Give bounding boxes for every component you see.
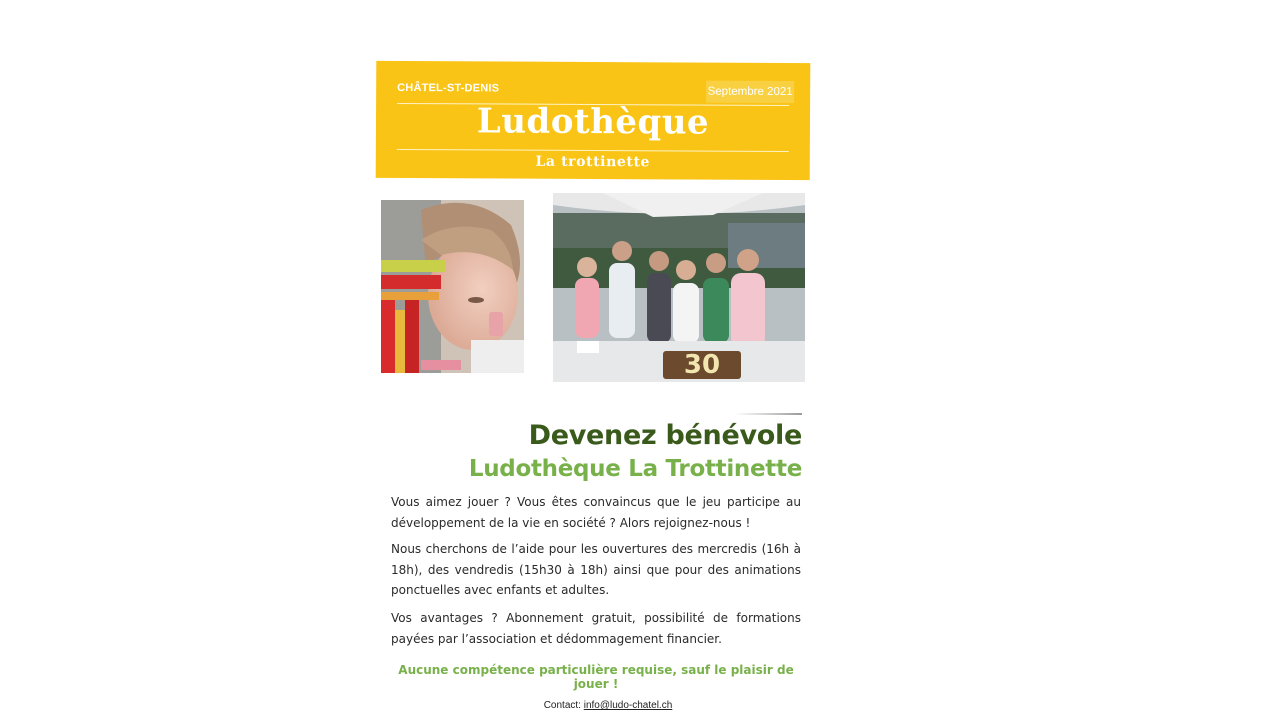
location-label: CHÂTEL-ST-DENIS <box>397 81 500 95</box>
sub-heading: Ludothèque La Trottinette <box>468 456 802 482</box>
section-divider <box>735 413 802 415</box>
volunteers-photo <box>553 193 805 382</box>
banner-title: Ludothèque <box>476 101 710 143</box>
banner-rule-bottom <box>397 149 789 152</box>
tagline: Aucune compétence particulière requise, sauf le plaisir de jouer ! <box>398 663 794 691</box>
child-photo <box>381 200 524 373</box>
cake-number: 30 <box>683 350 721 380</box>
paragraph-intro: Vous aimez jouer ? Vous êtes convaincus que le jeu participe au développement de la vie en société ? Alors rejoignez-nous ! <box>391 495 801 530</box>
contact-email-link[interactable]: info@ludo-chatel.ch <box>583 700 673 711</box>
main-heading: Devenez bénévole <box>528 420 802 451</box>
paragraph-schedule: Nous cherchons de l’aide pour les ouvertures des mercredis (16h à 18h), des vendredis (15h30 à 18h) ainsi que pour des animations ponctuelles avec enfants et adultes. <box>391 542 801 597</box>
contact-label: Contact: <box>543 700 584 711</box>
contact-line <box>0 700 1216 711</box>
header-banner <box>376 61 811 180</box>
paragraph-benefits: Vos avantages ? Abonnement gratuit, possibilité de formations payées par l’association et dédommagement financier. <box>391 611 801 646</box>
banner-subtitle: La trottinette <box>535 153 651 171</box>
date-badge: Septembre 2021 <box>706 81 794 103</box>
